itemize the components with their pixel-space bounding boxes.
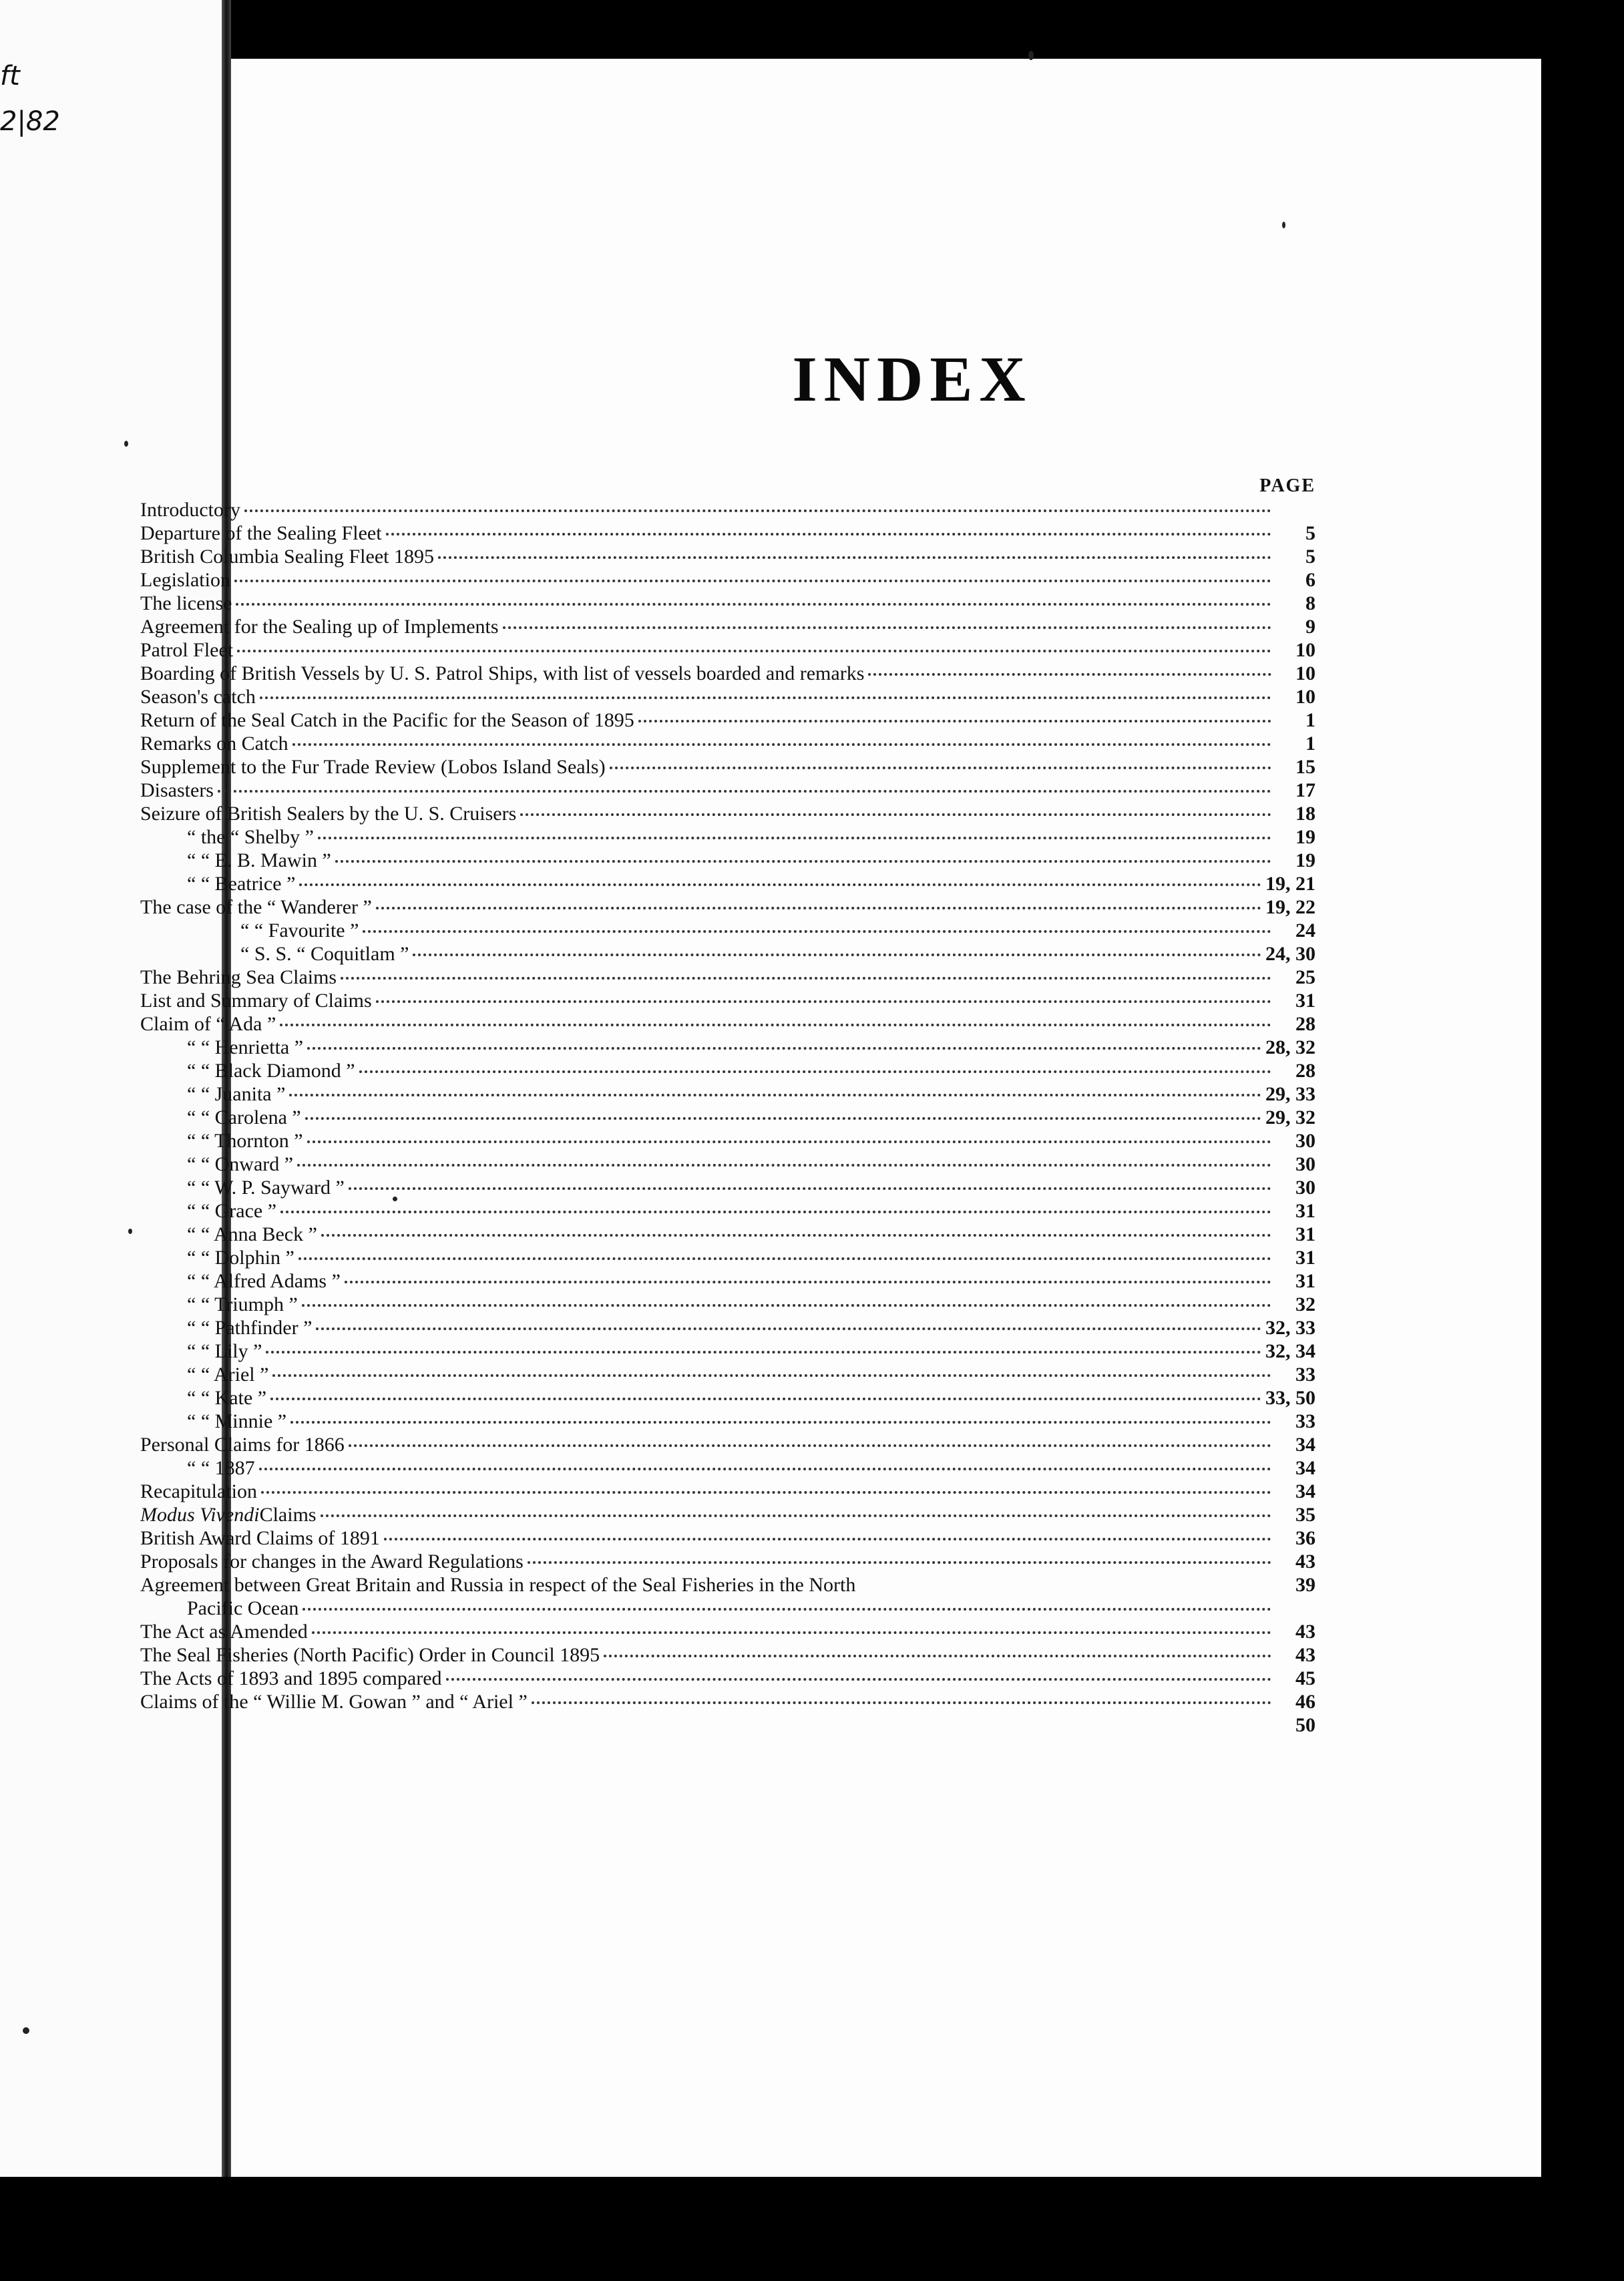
leader-dots [363, 930, 1271, 933]
leader-dots [520, 813, 1271, 816]
index-entry-page: 31 [1295, 990, 1315, 1012]
index-entry-text: Season's catch [140, 686, 256, 708]
index-entry-page: 10 [1295, 686, 1315, 708]
index-entry-page: 33 [1295, 1364, 1315, 1386]
leader-dots [638, 720, 1271, 722]
leader-dots [335, 860, 1271, 863]
leader-dots [376, 907, 1261, 909]
index-entry-text: Recapitulation [140, 1480, 257, 1502]
index-entry-text: “ “ E. B. Mawin ” [187, 849, 331, 871]
leader-dots [384, 1538, 1271, 1540]
index-entry [140, 732, 1315, 755]
index-entry-page: 32, 34 [1265, 1340, 1315, 1362]
index-entry [140, 1129, 1315, 1153]
leader-dots [321, 1514, 1271, 1517]
index-entry [140, 638, 1315, 662]
index-entry [140, 1667, 1315, 1690]
index-entry [140, 872, 1315, 895]
index-entry [140, 1269, 1315, 1293]
index-entry-page: 25 [1295, 966, 1315, 988]
index-entry [140, 1713, 1315, 1737]
index-entry-page: 30 [1295, 1153, 1315, 1175]
index-entry [140, 592, 1315, 615]
speck [23, 2027, 29, 2034]
index-entry-text: Claim of “ Ada ” [140, 1013, 276, 1035]
index-entry [140, 522, 1315, 545]
index-entry-text: “ “ Dolphin ” [187, 1247, 294, 1269]
leader-dots [280, 1024, 1271, 1026]
index-entry-text: “ “ Favourite ” [240, 919, 359, 942]
index-entry [140, 1176, 1315, 1199]
leader-dots [532, 1701, 1271, 1704]
index-entry-page: 5 [1305, 546, 1315, 568]
index-entry-page: 24, 30 [1265, 943, 1315, 965]
leader-dots [289, 1094, 1261, 1096]
index-entry [140, 989, 1315, 1012]
leader-dots [270, 1398, 1261, 1400]
leader-dots [610, 767, 1271, 769]
index-entry-page: 5 [1305, 522, 1315, 544]
index-entry-text: British Award Claims of 1891 [140, 1527, 380, 1549]
index-entry-text: Pacific Ocean [187, 1597, 299, 1619]
index-entry-page: 31 [1295, 1270, 1315, 1292]
index-entry-page: 8 [1305, 592, 1315, 614]
index-entry [140, 1339, 1315, 1363]
leader-dots [438, 556, 1271, 559]
index-entry-page: 28 [1295, 1060, 1315, 1082]
leader-dots [341, 977, 1271, 980]
leader-dots [868, 673, 1271, 676]
index-entry [140, 1573, 1315, 1597]
index-entry-text: “ “ Henrietta ” [187, 1036, 304, 1058]
index-entry-page: 1 [1305, 709, 1315, 731]
index-entry-page: 32, 33 [1265, 1317, 1315, 1339]
index-entry-text: Remarks on Catch [140, 733, 288, 755]
index-entry [140, 498, 1315, 522]
index-entry-text: “ “ Juanita ” [187, 1083, 286, 1105]
index-entry-page: 45 [1295, 1667, 1315, 1689]
index-entry-page: 10 [1295, 662, 1315, 684]
index-entry-page: 19 [1295, 849, 1315, 871]
index-entry-text: The case of the “ Wanderer ” [140, 896, 372, 918]
leader-dots [266, 1351, 1261, 1354]
index-entries [140, 498, 1315, 1737]
index-entry [140, 568, 1315, 592]
index-entry [140, 1690, 1315, 1713]
index-entry-page: 31 [1295, 1247, 1315, 1269]
leader-dots [349, 1444, 1271, 1447]
leader-dots [321, 1234, 1271, 1237]
leader-dots [528, 1561, 1271, 1564]
index-entry-text: “ “ Grace ” [187, 1200, 277, 1222]
index-entry-text: “ “ Alfred Adams ” [187, 1270, 341, 1292]
index-entry-page: 34 [1295, 1434, 1315, 1456]
leader-dots [297, 1164, 1271, 1167]
leader-dots [298, 1257, 1271, 1260]
index-entry [140, 1526, 1315, 1550]
index-entry-text: “ “ Carolena ” [187, 1106, 301, 1128]
leader-dots [345, 1281, 1271, 1283]
index-entry-text: The license [140, 592, 232, 614]
index-entry-text: “ the “ Shelby ” [187, 826, 314, 848]
index-entry [140, 825, 1315, 849]
index-entry-text: “ “ Beatrice ” [187, 873, 296, 895]
leader-dots [280, 1211, 1271, 1213]
index-entry-text: Boarding of British Vessels by U. S. Patrol Ships, with list of vessels boarded and remarks [140, 662, 865, 684]
index-entry-page: 39 [1295, 1574, 1315, 1596]
leader-dots [261, 1491, 1271, 1494]
index-entry-page: 31 [1295, 1200, 1315, 1222]
index-entry-text: Proposals for changes in the Award Regulations [140, 1550, 524, 1573]
index-entry [140, 942, 1315, 966]
leader-dots [413, 954, 1261, 956]
index-entry-page: 19, 22 [1265, 896, 1315, 918]
index-entry [140, 1503, 1315, 1526]
leader-dots [359, 1070, 1271, 1073]
index-entry [140, 1620, 1315, 1643]
leader-dots [302, 1608, 1271, 1611]
index-entry-text: Legislation [140, 569, 230, 591]
index-entry-page: 50 [1295, 1714, 1315, 1736]
index-entry-page: 43 [1295, 1550, 1315, 1573]
index-entry [140, 545, 1315, 568]
index-entry [140, 895, 1315, 919]
leader-dots [260, 696, 1271, 699]
index-entry-text: The Behring Sea Claims [140, 966, 337, 988]
index-entry [140, 1106, 1315, 1129]
index-entry-text: Supplement to the Fur Trade Review (Lobos Island Seals) [140, 756, 606, 778]
index-entry [140, 1480, 1315, 1503]
index-entry-page: 30 [1295, 1130, 1315, 1152]
leader-dots [318, 837, 1271, 839]
index-entry [140, 1456, 1315, 1480]
page-column-heading: PAGE [1259, 475, 1315, 496]
index-entry-page: 31 [1295, 1223, 1315, 1245]
index-entry-page: 33 [1295, 1410, 1315, 1432]
index-entry-page: 34 [1295, 1480, 1315, 1502]
index-entry-page: 18 [1295, 803, 1315, 825]
leader-dots [237, 650, 1271, 652]
index-entry [140, 1199, 1315, 1223]
index-entry [140, 1293, 1315, 1316]
index-entry-text: “ “ Black Diamond ” [187, 1060, 355, 1082]
leader-dots [312, 1631, 1271, 1634]
index-entry-text: Claims [259, 1504, 317, 1526]
index-entry [140, 1223, 1315, 1246]
index-entry [140, 662, 1315, 685]
leader-dots [290, 1421, 1271, 1424]
index-entry [140, 1246, 1315, 1269]
index-entry [140, 1012, 1315, 1036]
page-title: INDEX [792, 343, 1032, 415]
leader-dots [307, 1047, 1261, 1050]
index-entry [140, 1316, 1315, 1339]
index-entry-page: 43 [1295, 1644, 1315, 1666]
leader-dots [376, 1000, 1271, 1003]
leader-dots [272, 1374, 1271, 1377]
index-entry-page: 1 [1305, 733, 1315, 755]
index-entry-text: Disasters [140, 779, 214, 801]
index-entry-page: 28 [1295, 1013, 1315, 1035]
index-entry-text: Patrol Fleet [140, 639, 234, 661]
index-entry-text: Agreement for the Sealing up of Implements [140, 616, 499, 638]
index-entry-page: 35 [1295, 1504, 1315, 1526]
speck [1282, 222, 1285, 228]
index-entry-text: “ “ Onward ” [187, 1153, 294, 1175]
leader-dots [299, 883, 1261, 886]
index-entry-text: The Act as Amended [140, 1621, 308, 1643]
index-entry-text: “ “ Minnie ” [187, 1410, 287, 1432]
index-entry-text: Personal Claims for 1866 [140, 1434, 345, 1456]
index-entry [140, 615, 1315, 638]
index-entry-text: “ “ Thornton ” [187, 1130, 303, 1152]
index-entry-page: 43 [1295, 1621, 1315, 1643]
leader-dots [604, 1655, 1271, 1657]
index-entry-page: 34 [1295, 1457, 1315, 1479]
speck [124, 441, 128, 447]
index-entry-text: British Columbia Sealing Fleet 1895 [140, 546, 434, 568]
leader-dots [307, 1140, 1271, 1143]
index-entry-page: 19, 21 [1265, 873, 1315, 895]
index-entry-page: 29, 33 [1265, 1083, 1315, 1105]
index-entry-text: The Seal Fisheries (North Pacific) Order in Council 1895 [140, 1644, 600, 1666]
margin-note-line-1: ft [0, 61, 20, 91]
index-entry [140, 708, 1315, 732]
index-entry-text: “ “ Anna Beck ” [187, 1223, 317, 1245]
index-entry-page: 29, 32 [1265, 1106, 1315, 1128]
index-entry-text: “ “ Triumph ” [187, 1293, 298, 1315]
margin-note-line-2: 2|82 [0, 106, 60, 137]
index-entry [140, 755, 1315, 779]
leader-dots [236, 603, 1271, 606]
leader-dots [316, 1327, 1261, 1330]
index-entry [140, 1059, 1315, 1082]
index-entry-page: 33, 50 [1265, 1387, 1315, 1409]
index-entry-page: 9 [1305, 616, 1315, 638]
index-entry-text: “ “ Kate ” [187, 1387, 267, 1409]
index-entry-italic-text: Modus Vivendi [140, 1504, 260, 1526]
index-entry [140, 779, 1315, 802]
index-entry-page: 19 [1295, 826, 1315, 848]
index-entry [140, 1550, 1315, 1573]
index-entry [140, 802, 1315, 825]
index-entry-text: “ S. S. “ Coquitlam ” [240, 943, 409, 965]
index-entry-page: 32 [1295, 1293, 1315, 1315]
index-entry-page: 46 [1295, 1691, 1315, 1713]
leader-dots [244, 509, 1271, 512]
index-entry-text: “ “ Ariel ” [187, 1364, 269, 1386]
leader-dots [234, 580, 1271, 582]
index-entry [140, 919, 1315, 942]
leader-dots [446, 1678, 1271, 1681]
index-entry [140, 685, 1315, 708]
leader-dots [349, 1187, 1271, 1190]
index-entry-text: Departure of the Sealing Fleet [140, 522, 382, 544]
leader-dots [386, 533, 1271, 536]
index-entry [140, 1363, 1315, 1386]
index-entry [140, 1643, 1315, 1667]
index-entry [140, 1433, 1315, 1456]
index-entry-page: 6 [1305, 569, 1315, 591]
index-entry-text: Return of the Seal Catch in the Pacific for the Season of 1895 [140, 709, 634, 731]
leader-dots [503, 626, 1271, 629]
index-entry-text: Seizure of British Sealers by the U. S. Cruisers [140, 803, 517, 825]
index-entry-page: 17 [1295, 779, 1315, 801]
index-entry-text: “ “ 1887 [187, 1457, 255, 1479]
leader-dots [259, 1468, 1271, 1470]
index-list [140, 474, 1315, 1737]
index-entry-page: 30 [1295, 1177, 1315, 1199]
index-entry-text: “ “ Pathfinder ” [187, 1317, 313, 1339]
index-entry-page: 28, 32 [1265, 1036, 1315, 1058]
speck [128, 1229, 132, 1234]
index-entry-page: 24 [1295, 919, 1315, 942]
margin-note [0, 53, 80, 144]
leader-dots [292, 743, 1271, 746]
speck [1028, 51, 1034, 60]
leader-dots [302, 1304, 1271, 1307]
index-entry-text: “ “ W. P. Sayward ” [187, 1177, 345, 1199]
index-entry [140, 1082, 1315, 1106]
index-entry-text: List and Summary of Claims [140, 990, 372, 1012]
index-entry-text: “ “ Lily ” [187, 1340, 262, 1362]
index-entry-page: 10 [1295, 639, 1315, 661]
index-entry [140, 1410, 1315, 1433]
leader-dots [218, 790, 1271, 793]
index-entry [140, 1386, 1315, 1410]
index-entry-text: Claims of the “ Willie M. Gowan ” and “ Ariel ” [140, 1691, 528, 1713]
index-entry-page: 15 [1295, 756, 1315, 778]
index-entry [140, 1597, 1315, 1620]
index-entry [140, 1153, 1315, 1176]
index-entry-text: Introductory [140, 499, 240, 521]
index-entry-text: Agreement between Great Britain and Russia in respect of the Seal Fisheries in the North [140, 1574, 856, 1596]
index-entry [140, 966, 1315, 989]
index-entry [140, 849, 1315, 872]
index-entry-text: The Acts of 1893 and 1895 compared [140, 1667, 442, 1689]
leader-dots [305, 1117, 1261, 1120]
index-entry [140, 1036, 1315, 1059]
index-entry-page: 36 [1295, 1527, 1315, 1549]
